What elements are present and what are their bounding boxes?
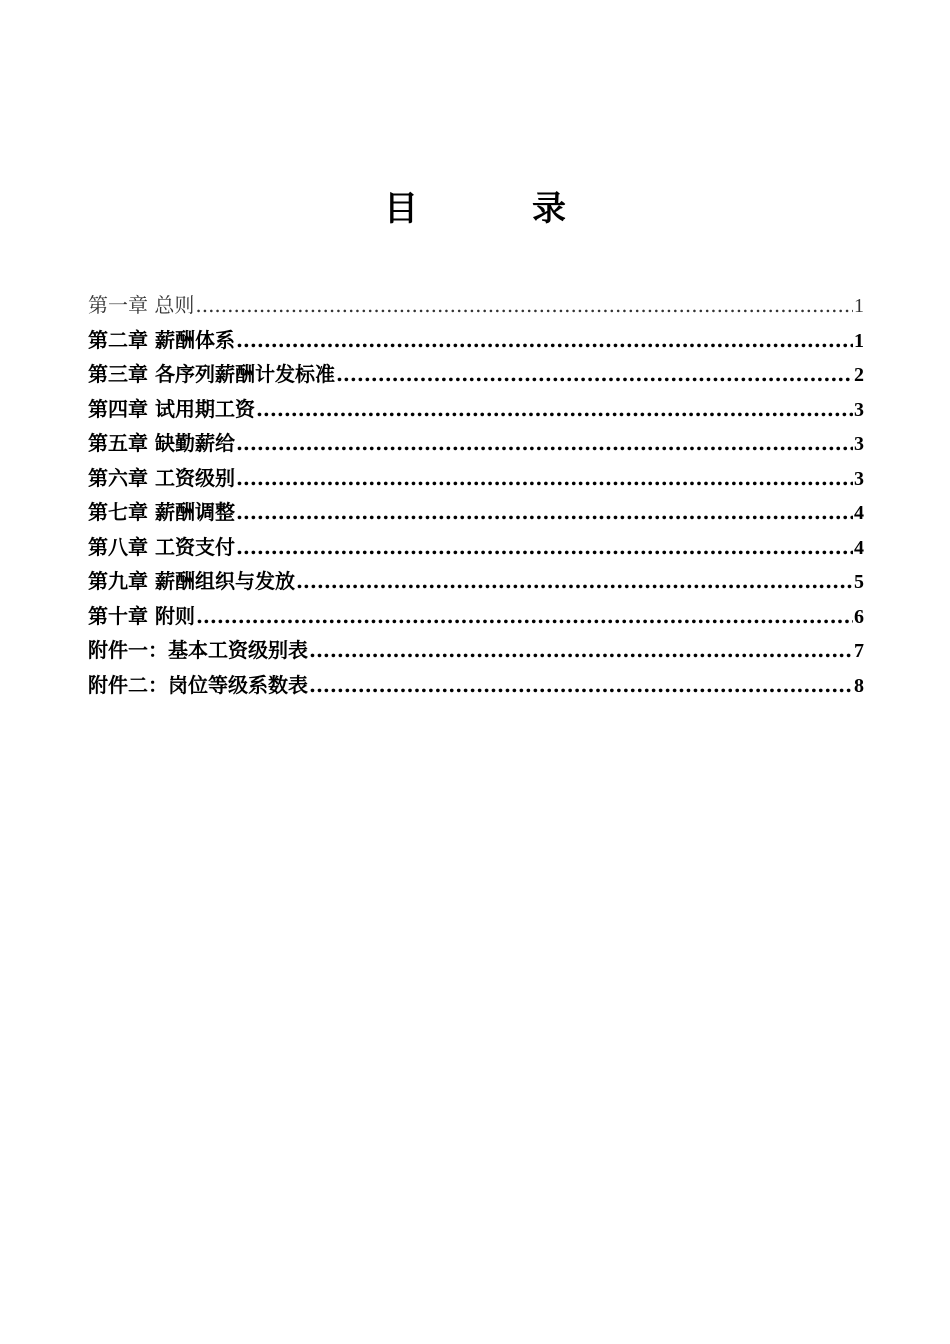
toc-entry-chapter-6[interactable] [88, 461, 864, 496]
toc-entry-page-number: 6 [854, 605, 864, 628]
toc-entry-appendix-1[interactable] [88, 633, 864, 668]
dot-leader [236, 461, 853, 496]
dot-leader [309, 633, 853, 668]
toc-entry-chapter-3[interactable] [88, 357, 864, 392]
toc-entry-chapter-9[interactable] [88, 564, 864, 599]
dot-leader [256, 392, 853, 427]
dot-leader [309, 668, 853, 703]
toc-entry-label: 第七章 薪酬调整 [88, 500, 235, 524]
dot-leader [196, 599, 853, 634]
dot-leader [195, 288, 853, 323]
toc-title: 目 录 [384, 189, 606, 229]
toc-entry-chapter-1[interactable] [88, 288, 864, 323]
toc-entry-chapter-5[interactable] [88, 426, 864, 461]
toc-entry-page-number: 1 [854, 329, 864, 352]
toc-entry-page-number: 4 [854, 502, 864, 524]
toc-entry-label: 附件一：基本工资级别表 [88, 638, 308, 662]
toc-entry-page-number: 3 [854, 398, 864, 421]
toc-entry-page-number: 1 [854, 295, 864, 317]
toc-entry-label: 第三章 各序列薪酬计发标准 [88, 362, 335, 386]
toc-entry-page-number: 4 [854, 536, 864, 559]
toc-entry-chapter-7[interactable] [88, 495, 864, 530]
dot-leader [236, 495, 853, 530]
toc-entry-chapter-4[interactable] [88, 392, 864, 427]
toc-entry-label: 第一章 总则 [88, 293, 195, 317]
toc-entry-page-number: 7 [854, 640, 864, 662]
toc-entry-page-number: 8 [854, 674, 864, 697]
toc-entry-page-number: 5 [854, 571, 864, 593]
toc-entry-label: 第二章 薪酬体系 [88, 327, 235, 352]
toc-entry-label: 第九章 薪酬组织与发放 [88, 569, 295, 593]
dot-leader [236, 426, 853, 461]
dot-leader [236, 530, 853, 565]
toc-entry-label: 第十章 附则 [88, 603, 195, 628]
toc-entry-label: 第六章 工资级别 [88, 465, 235, 490]
toc-entry-label: 第四章 试用期工资 [88, 396, 255, 421]
toc-entry-page-number: 3 [854, 433, 864, 455]
toc-entry-label: 附件二：岗位等级系数表 [88, 672, 308, 697]
toc-entry-chapter-8[interactable] [88, 530, 864, 565]
toc-entry-chapter-2[interactable] [88, 323, 864, 358]
toc-entry-appendix-2[interactable] [88, 668, 864, 703]
dot-leader [336, 357, 853, 392]
toc-entry-label: 第八章 工资支付 [88, 534, 235, 559]
dot-leader [296, 564, 853, 599]
toc-entry-page-number: 2 [854, 364, 864, 386]
toc-list [88, 288, 864, 702]
toc-entry-page-number: 3 [854, 467, 864, 490]
dot-leader [236, 323, 853, 358]
toc-entry-label: 第五章 缺勤薪给 [88, 431, 235, 455]
toc-entry-chapter-10[interactable] [88, 599, 864, 634]
